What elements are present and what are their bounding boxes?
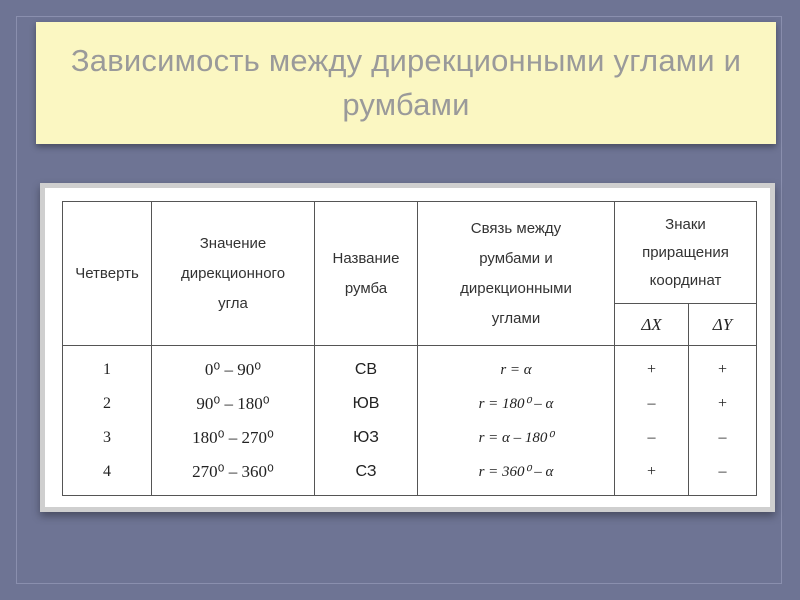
dy-sign-cell: + — [717, 360, 728, 378]
rhumb-cell: СВ — [354, 360, 378, 378]
relation-cell: r = α – 180⁰ — [478, 429, 554, 446]
quarter-cell: 2 — [103, 394, 111, 412]
rhumb-table — [62, 201, 757, 496]
quarter-column — [63, 346, 152, 496]
header-dx: ΔX — [615, 304, 689, 346]
dx-sign-cell: + — [646, 462, 657, 480]
header-angle-value-label: Значение дирекционного угла — [180, 234, 286, 312]
dy-sign-cell: – — [718, 462, 727, 480]
rhumb-column — [315, 346, 418, 496]
relation-cell: r = 360⁰ – α — [478, 463, 554, 480]
header-relation — [418, 202, 615, 346]
header-relation-label: Связь между румбами и дирекционными углами — [460, 219, 572, 327]
header-rhumb-name — [315, 202, 418, 346]
dx-sign-cell: – — [647, 428, 656, 446]
header-signs — [615, 202, 757, 304]
angle-cell: 270⁰ – 360⁰ — [192, 461, 274, 481]
title-banner — [36, 22, 776, 144]
relation-cell: r = 180⁰ – α — [478, 395, 554, 412]
rhumb-cell: ЮЗ — [353, 428, 379, 446]
dx-sign-cell: – — [647, 394, 656, 412]
table-panel — [40, 183, 775, 512]
table-body-row — [63, 346, 757, 496]
header-dy: ΔY — [689, 304, 757, 346]
dy-sign-cell: + — [717, 394, 728, 412]
slide-title: Зависимость между дирекционными углами и румбами — [70, 43, 742, 122]
quarter-cell: 4 — [103, 462, 111, 480]
rhumb-cell: ЮВ — [352, 394, 380, 412]
angle-cell: 180⁰ – 270⁰ — [192, 427, 274, 447]
angle-column — [152, 346, 315, 496]
dx-column — [615, 346, 689, 496]
header-angle-value — [152, 202, 315, 346]
dx-sign-cell: + — [646, 360, 657, 378]
quarter-cell: 3 — [103, 428, 111, 446]
dy-column — [689, 346, 757, 496]
quarter-cell: 1 — [103, 360, 111, 378]
angle-cell: 90⁰ – 180⁰ — [196, 393, 270, 413]
header-signs-label: Знаки приращения координат — [642, 215, 729, 289]
angle-cell: 0⁰ – 90⁰ — [204, 359, 262, 379]
relation-cell: r = α — [500, 361, 532, 378]
header-rhumb-name-label: Название румба — [332, 249, 400, 297]
relation-column — [418, 346, 615, 496]
rhumb-cell: СЗ — [355, 462, 377, 480]
header-quarter: Четверть — [63, 202, 152, 346]
dy-sign-cell: – — [718, 428, 727, 446]
